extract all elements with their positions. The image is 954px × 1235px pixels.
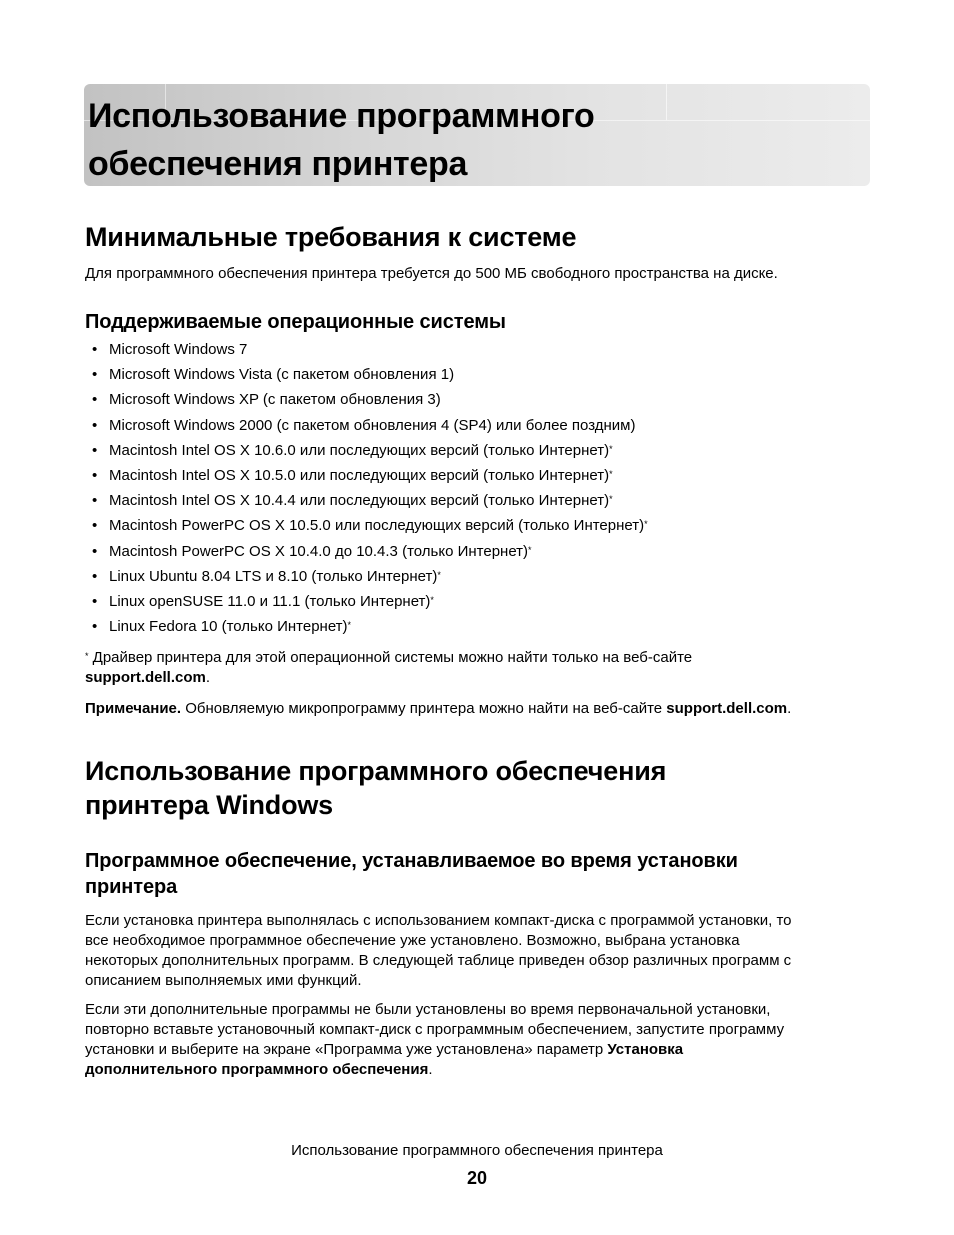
- list-item-text: Microsoft Windows 7: [109, 341, 248, 358]
- footnote-marker: *: [644, 519, 648, 530]
- supported-os-list: [92, 340, 648, 642]
- footnote-marker: *: [609, 468, 613, 479]
- footnote-marker: *: [85, 651, 89, 661]
- text-line: все необходимое программное обеспечение уже установлено. Возможно, выбрана установка: [85, 932, 740, 949]
- footnote: [85, 648, 875, 688]
- bullet-icon: •: [92, 416, 98, 434]
- footnote-marker: *: [430, 594, 434, 605]
- list-item-text: Microsoft Windows XP (с пакетом обновления 3): [109, 391, 441, 409]
- bullet-icon: •: [92, 466, 98, 484]
- note-text: Обновляемую микропрограмму принтера можно найти на веб-сайте: [181, 700, 667, 717]
- list-item: [92, 542, 648, 567]
- list-item: [92, 365, 648, 390]
- bullet-icon: •: [92, 567, 98, 585]
- list-item: [92, 516, 648, 541]
- list-item: [92, 466, 648, 491]
- heading-line: Программное обеспечение, устанавливаемое во время установки: [85, 850, 738, 872]
- list-item: [92, 592, 648, 617]
- list-item: [92, 441, 648, 466]
- list-item: [92, 390, 648, 415]
- section-heading-system-requirements: Минимальные требования к системе: [85, 222, 577, 252]
- bullet-icon: •: [92, 391, 98, 409]
- heading-line: принтера: [85, 876, 178, 898]
- section-heading-windows-software: [85, 754, 666, 822]
- footnote-marker: *: [437, 569, 441, 580]
- bullet-icon: •: [92, 441, 98, 459]
- disk-space-requirement: Для программного обеспечения принтера требуется до 500 МБ свободного пространства на диске.: [85, 265, 778, 282]
- page-number: 20: [466, 1168, 488, 1188]
- footnote-text: Драйвер принтера для этой операционной системы можно найти только на веб-сайте: [88, 649, 693, 666]
- text-segment: установки и выберите на экране «Программа уже установлена» параметр: [85, 1041, 608, 1058]
- text-line: [85, 1040, 875, 1060]
- footnote-marker: *: [609, 443, 613, 454]
- footnote-marker: *: [609, 494, 613, 505]
- chapter-title: Использование программного обеспечения принтера: [88, 97, 595, 183]
- bullet-icon: •: [92, 366, 98, 384]
- support-link[interactable]: support.dell.com: [85, 669, 206, 686]
- list-item: [92, 567, 648, 592]
- subheading-installed-software: [85, 848, 738, 900]
- list-item-text: Macintosh PowerPC OS X 10.4.0 до 10.4.3 (только Интернет): [109, 542, 529, 560]
- subheading-supported-os: Поддерживаемые операционные системы: [85, 311, 506, 333]
- heading-line: Использование программного обеспечения: [85, 756, 667, 786]
- bullet-icon: •: [92, 542, 98, 560]
- list-item: [92, 617, 648, 642]
- list-item-text: Linux Ubuntu 8.04 LTS и 8.10 (только Интернет): [109, 567, 438, 585]
- option-name: дополнительного программного обеспечения: [85, 1061, 429, 1078]
- heading-line: принтера Windows: [85, 790, 334, 820]
- support-link[interactable]: support.dell.com: [666, 700, 788, 717]
- text-line: Если установка принтера выполнялась с использованием компакт-диска с программой установки, то: [85, 912, 792, 929]
- note-label: Примечание.: [85, 700, 182, 717]
- footer-chapter-title: Использование программного обеспечения принтера: [291, 1142, 663, 1159]
- list-item: [92, 340, 648, 365]
- paragraph-additional-software: [85, 1000, 875, 1080]
- bullet-icon: •: [92, 341, 98, 358]
- text-line: [85, 1060, 875, 1080]
- bullet-icon: •: [92, 492, 98, 510]
- punctuation: .: [428, 1061, 433, 1078]
- list-item: [92, 491, 648, 516]
- list-item-text: Linux openSUSE 11.0 и 11.1 (только Интернет): [109, 592, 431, 610]
- note: [85, 699, 875, 719]
- footnote-marker: *: [347, 620, 352, 631]
- list-item-text: Linux Fedora 10 (только Интернет): [109, 618, 348, 636]
- list-item-text: Microsoft Windows Vista (с пакетом обновления 1): [109, 366, 455, 384]
- text-line: некоторых дополнительных программ. В следующей таблице приведен обзор различных программ с: [85, 952, 792, 969]
- bullet-icon: •: [92, 517, 98, 535]
- list-item-text: Macintosh Intel OS X 10.5.0 или последующих версий (только Интернет): [109, 466, 610, 484]
- list-item-text: Macintosh Intel OS X 10.4.4 или последующих версий (только Интернет): [109, 492, 610, 510]
- option-name: Установка: [607, 1041, 684, 1058]
- paragraph-installation-info: [85, 911, 875, 991]
- text-line: описанием выполняемых ими функций.: [85, 972, 362, 989]
- bullet-icon: •: [92, 618, 98, 636]
- text-line: повторно вставьте установочный компакт-диск с программным обеспечением, запустите программу: [85, 1021, 785, 1038]
- punctuation: .: [205, 669, 211, 686]
- list-item-text: Microsoft Windows 2000 (с пакетом обновления 4 (SP4) или более поздним): [109, 416, 636, 434]
- punctuation: .: [787, 700, 792, 717]
- footnote-marker: *: [528, 544, 532, 555]
- text-line: Если эти дополнительные программы не были установлены во время первоначальной установки,: [85, 1001, 771, 1018]
- bullet-icon: •: [92, 592, 98, 610]
- list-item: [92, 416, 648, 441]
- list-item-text: Macintosh PowerPC OS X 10.5.0 или последующих версий (только Интернет): [109, 517, 645, 535]
- list-item-text: Macintosh Intel OS X 10.6.0 или последующих версий (только Интернет): [109, 441, 610, 459]
